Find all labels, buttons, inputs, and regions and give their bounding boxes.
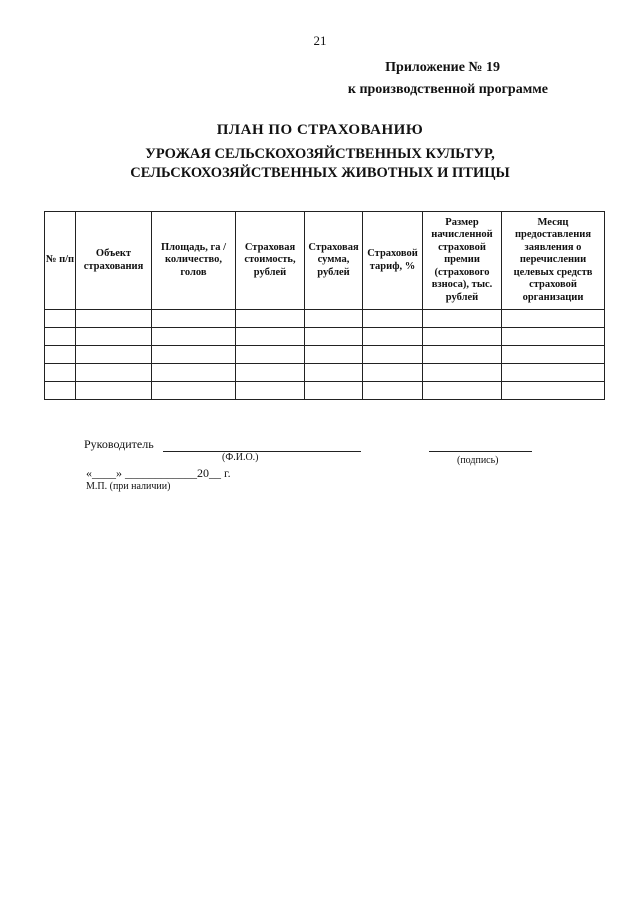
table-cell — [502, 382, 605, 400]
document-subtitle — [0, 145, 640, 183]
appendix-subtitle: к производственной программе — [347, 82, 548, 97]
table-row — [45, 364, 605, 382]
table-cell — [45, 382, 76, 400]
table-cell — [76, 328, 152, 346]
insurance-plan-table — [44, 211, 605, 400]
table-cell — [152, 364, 236, 382]
table-cell — [502, 310, 605, 328]
table-cell — [76, 310, 152, 328]
appendix-reference — [348, 57, 548, 101]
table-row — [45, 328, 605, 346]
header-cell: Страховая стоимость, рублей — [236, 212, 305, 310]
header-cell: № п/п — [45, 212, 76, 310]
table-cell — [236, 328, 305, 346]
table-row — [45, 382, 605, 400]
table-cell — [363, 364, 423, 382]
table-cell — [363, 382, 423, 400]
table-cell — [152, 328, 236, 346]
subtitle-line-2: СЕЛЬСКОХОЗЯЙСТВЕННЫХ ЖИВОТНЫХ И ПТИЦЫ — [130, 165, 510, 181]
table-row — [45, 310, 605, 328]
table-cell — [305, 382, 363, 400]
table-cell — [236, 382, 305, 400]
table-cell — [423, 310, 502, 328]
table-cell — [236, 310, 305, 328]
table-cell — [152, 382, 236, 400]
table-cell — [363, 328, 423, 346]
document-title: ПЛАН ПО СТРАХОВАНИЮ — [216, 122, 424, 138]
table-cell — [76, 382, 152, 400]
appendix-number: Приложение № 19 — [385, 60, 500, 75]
head-label: Руководитель — [84, 437, 154, 451]
table-cell — [423, 328, 502, 346]
table-row — [45, 346, 605, 364]
subtitle-line-1: УРОЖАЯ СЕЛЬСКОХОЗЯЙСТВЕННЫХ КУЛЬТУР, — [145, 146, 495, 162]
table-cell — [305, 310, 363, 328]
table-cell — [423, 346, 502, 364]
header-cell: Размер начисленной страховой премии (страхового взноса), тыс. рублей — [423, 212, 502, 310]
table-cell — [423, 382, 502, 400]
table-cell — [45, 364, 76, 382]
table-cell — [76, 364, 152, 382]
header-cell: Площадь, га / количество, голов — [152, 212, 236, 310]
table-cell — [236, 364, 305, 382]
header-cell: Страховая сумма, рублей — [305, 212, 363, 310]
page-number: 21 — [313, 33, 327, 48]
header-cell: Месяц предоставления заявления о перечислении целевых средств страховой организации — [502, 212, 605, 310]
header-cell: Объект страхования — [76, 212, 152, 310]
table-cell — [45, 328, 76, 346]
signature-caption: (подпись) — [457, 455, 499, 466]
table-cell — [305, 364, 363, 382]
table-cell — [305, 346, 363, 364]
table-cell — [502, 364, 605, 382]
table-cell — [76, 346, 152, 364]
table-cell — [363, 346, 423, 364]
signature-line — [429, 451, 532, 452]
name-signature-line — [163, 451, 361, 452]
table-cell — [45, 346, 76, 364]
table-cell — [423, 364, 502, 382]
table-cell — [502, 346, 605, 364]
table-cell — [502, 328, 605, 346]
table-cell — [152, 346, 236, 364]
date-line: «____» ____________20__ г. — [86, 466, 231, 480]
table-cell — [236, 346, 305, 364]
table-cell — [45, 310, 76, 328]
stamp-label: М.П. (при наличии) — [86, 481, 171, 492]
table-cell — [152, 310, 236, 328]
fio-caption: (Ф.И.О.) — [222, 452, 259, 463]
table-cell — [363, 310, 423, 328]
table-cell — [305, 328, 363, 346]
table-header-row — [45, 212, 605, 310]
header-cell: Страховой тариф, % — [363, 212, 423, 310]
